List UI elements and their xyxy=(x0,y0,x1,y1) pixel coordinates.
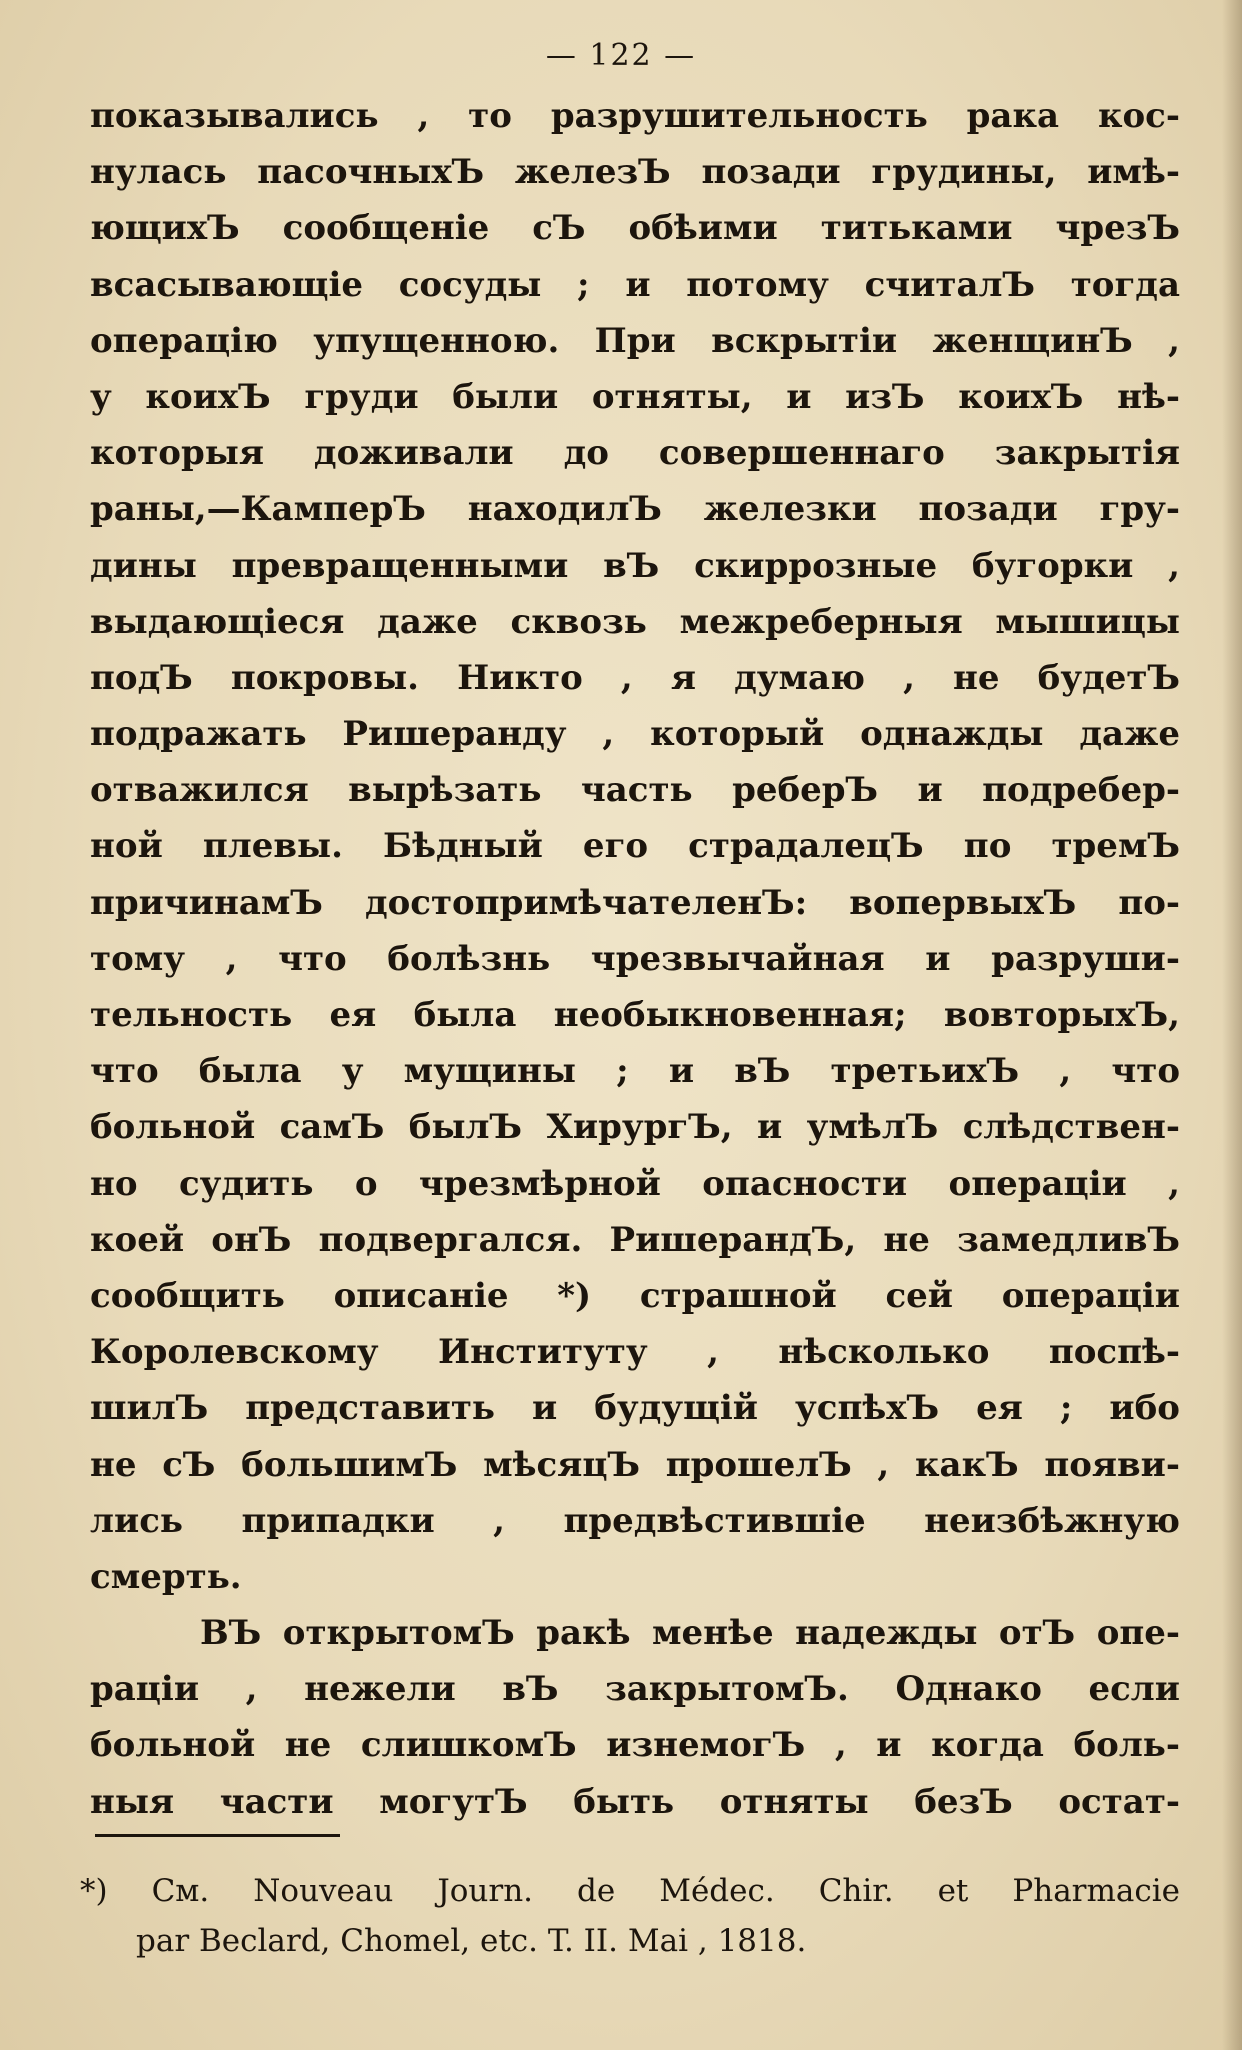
text-line: ющихЪ сообщеніе сЪ обѣими титьками чрезЪ xyxy=(90,208,1180,249)
text-line: которыя доживали до совершеннаго закрытія xyxy=(90,433,1180,474)
footnote-line: par Beclard, Chomel, etc. T. II. Mai , 1818. xyxy=(136,1923,807,1959)
text-line: тельность ея была необыкновенная; вовторыхЪ, xyxy=(90,995,1180,1035)
text-line: подЪ покровы. Никто , я думаю , не будетЪ xyxy=(90,657,1180,698)
text-line-paragraph-start: ВЪ открытомЪ ракѣ менѣе надежды отЪ опе- xyxy=(200,1613,1180,1654)
text-line: тому , что болѣзнь чрезвычайная и разруши- xyxy=(90,938,1180,979)
text-line-paragraph-end: смерть. xyxy=(90,1556,242,1597)
text-line: но судить о чрезмѣрной опасности операціи , xyxy=(90,1163,1180,1204)
text-line: раны,—КамперЪ находилЪ железки позади гру- xyxy=(90,489,1180,530)
text-line: ной плевы. Бѣдный его страдалецЪ по тремЪ xyxy=(90,826,1180,867)
text-line: показывались , то разрушительность рака кос- xyxy=(90,96,1180,136)
footnote-rule xyxy=(95,1834,340,1837)
text-line: всасывающіе сосуды ; и потому считалЪ тогда xyxy=(90,264,1180,305)
text-line: у коихЪ груди были отняты, и изЪ коихЪ нѣ- xyxy=(90,376,1180,417)
page-number: — 122 — xyxy=(545,38,697,73)
text-line: выдающіеся даже сквозь межреберныя мышицы xyxy=(90,601,1180,642)
text-line: лись припадки , предвѣстившіе неизбѣжную xyxy=(90,1500,1180,1541)
footnote-line: *) См. Nouveau Journ. de Médec. Chir. et Pharmacie xyxy=(80,1873,1180,1909)
text-line: дины превращенными вЪ скиррозные бугорки , xyxy=(90,545,1180,586)
text-line: больной самЪ былЪ ХирургЪ, и умѣлЪ слѣдствен- xyxy=(90,1107,1180,1148)
text-line: больной не слишкомЪ изнемогЪ , и когда боль- xyxy=(90,1725,1180,1766)
text-line: Королевскому Институту , нѣсколько поспѣ- xyxy=(90,1332,1180,1373)
text-line: что была у мущины ; и вЪ третьихЪ , что xyxy=(90,1051,1180,1092)
body-text xyxy=(90,88,1180,1830)
text-line: операцію упущенною. При вскрытіи женщинЪ , xyxy=(90,320,1180,361)
text-line: сообщить описаніе *) страшной сей операціи xyxy=(90,1275,1180,1316)
page-spine-shadow xyxy=(1222,0,1242,2050)
text-line: коей онЪ подвергался. РишерандЪ, не замедливЪ xyxy=(90,1219,1180,1260)
text-line: шилЪ представить и будущій успѣхЪ ея ; ибо xyxy=(90,1388,1180,1429)
footnote xyxy=(80,1866,1180,1966)
text-line: нулась пасочныхЪ железЪ позади грудины, имѣ- xyxy=(90,152,1180,193)
text-line: подражать Ришеранду , который однажды даже xyxy=(90,714,1180,755)
text-line: раціи , нежели вЪ закрытомЪ. Однако если xyxy=(90,1669,1180,1710)
text-line: отважился вырѣзать часть реберЪ и подребер- xyxy=(90,770,1180,811)
text-line: причинамЪ достопримѣчателенЪ: вопервыхЪ по- xyxy=(90,882,1180,923)
text-line: не сЪ большимЪ мѣсяцЪ прошелЪ , какЪ появи- xyxy=(90,1444,1180,1485)
text-line: ныя части могутЪ быть отняты безЪ остат- xyxy=(90,1781,1180,1822)
